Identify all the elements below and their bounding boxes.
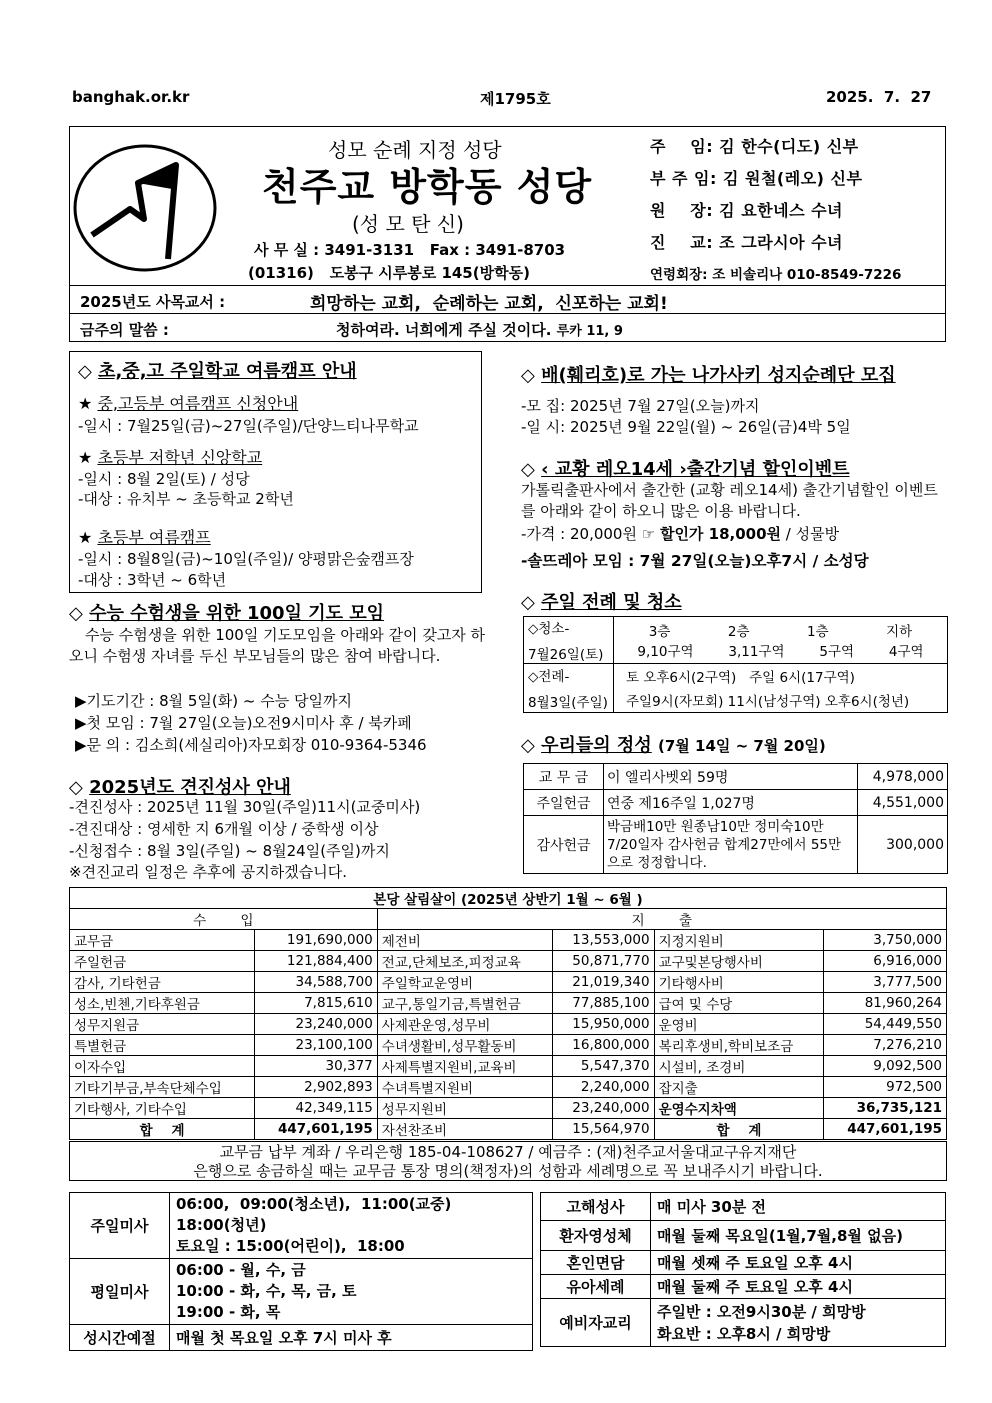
expense-amount: 9,092,500 <box>824 1056 947 1077</box>
cleaning-title: ◇ 주일 전례 및 청소 <box>521 592 682 613</box>
cleaning-cell: ◇청소- 7월26일(토) <box>524 617 614 664</box>
mass-schedule <box>69 1192 533 1351</box>
sunday-mass-label: 주일미사 <box>70 1193 170 1259</box>
expense-amount: 77,885,100 <box>552 993 654 1014</box>
book-event-body: 가톨릭출판사에서 출간한 (교황 레오14세) 출간기념할인 이벤트를 아래와 같이 하오니 많은 이용 바랍니다. <box>521 481 938 520</box>
income-item: 기타행사, 기타수입 <box>70 1098 255 1119</box>
camp-sub1: ★ 중,고등부 여름캠프 신청안내 <box>78 394 299 413</box>
pilgrimage-line: -일 시: 2025년 9월 22일(월) ~ 26일(금)4박 5일 <box>521 418 851 436</box>
expense-item: 급여 및 수당 <box>654 993 824 1014</box>
summer-camp-title: ◇ 초,중,고 주일학교 여름캠프 안내 <box>78 361 357 382</box>
income-item: 특별헌금 <box>70 1035 255 1056</box>
prayer-title: ◇ 수능 수험생을 위한 100일 기도 모임 <box>69 603 385 624</box>
confirmation-line: -신청접수 : 8월 3일(주일) ~ 8월24일(주일)까지 <box>69 842 390 860</box>
income-item: 교무금 <box>70 930 255 951</box>
confirmation-line: -견진대상 : 영세한 지 6개월 이상 / 중학생 이상 <box>69 820 379 838</box>
office-phone: 사 무 실 : 3491-3131 Fax : 3491-8703 <box>254 241 566 259</box>
clergy-sister: 진 교: 조 그라시아 수녀 <box>650 233 844 252</box>
expense-header: 지 출 <box>377 909 946 930</box>
income-item: 감사, 기타헌금 <box>70 972 255 993</box>
finance-row <box>70 972 947 993</box>
confirmation-note: ※견진교리 일정은 추후에 공지하겠습니다. <box>69 863 347 881</box>
finance-row <box>70 993 947 1014</box>
income-item: 이자수입 <box>70 1056 255 1077</box>
income-amount: 23,100,100 <box>255 1035 378 1056</box>
confession-text: 매 미사 30분 전 <box>651 1193 946 1221</box>
prayer-body: 수능 수험생을 위한 100일 기도모임을 아래와 같이 갖고자 하오니 수험생 자녀를 두신 부모님들의 많은 참여 바랍니다. <box>69 626 486 665</box>
baptism-text: 매월 둘째 주 토요일 오후 4시 <box>651 1275 946 1299</box>
income-item: 주일헌금 <box>70 951 255 972</box>
finance-row <box>70 1056 947 1077</box>
sunday-mass-times: 06:00, 09:00(청소년), 11:00(교중) 18:00(청년) 토요일 : 15:00(어린이), 18:00 <box>170 1193 533 1259</box>
marriage-text: 매월 셋째 주 토요일 오후 4시 <box>651 1251 946 1275</box>
income-item: 성무지원금 <box>70 1014 255 1035</box>
offering-label: 감사헌금 <box>524 816 604 874</box>
expense-amount: 13,553,000 <box>552 930 654 951</box>
clergy-assistant: 부 주 임: 김 원철(레오) 신부 <box>650 169 863 188</box>
income-amount: 42,349,115 <box>255 1098 378 1119</box>
expense-amount: 5,547,370 <box>552 1056 654 1077</box>
expense-item: 교구및본당행사비 <box>654 951 824 972</box>
expense-amount: 54,449,550 <box>824 1014 947 1035</box>
marriage-label: 혼인면담 <box>541 1251 651 1275</box>
expense-item: 성무지원비 <box>377 1098 552 1119</box>
camp-sub3: ★ 초등부 여름캠프 <box>78 528 211 547</box>
clergy-memorial-head: 연령회장: 조 비솔리나 010-8549-7226 <box>650 267 902 283</box>
offering-desc: 연중 제16주일 1,027명 <box>604 790 858 816</box>
site-url: banghak.or.kr <box>72 88 190 106</box>
expense-amount: 7,276,210 <box>824 1035 947 1056</box>
offering-desc: 박금배10만 원종남10만 정미숙10만 7/20일자 감사헌금 합계27만에서 55만으로 정정합니다. <box>604 816 858 874</box>
expense-amount: 15,950,000 <box>552 1014 654 1035</box>
confession-label: 고해성사 <box>541 1193 651 1221</box>
income-total: 447,601,195 <box>255 1119 378 1140</box>
pilgrimage-line: -모 집: 2025년 7월 27일(오늘)까지 <box>521 397 760 415</box>
legio-meeting: -솔뜨레아 모임 : 7월 27일(오늘)오후7시 / 소성당 <box>521 552 869 570</box>
cleaning-table <box>523 616 948 713</box>
income-amount: 2,902,893 <box>255 1077 378 1098</box>
prayer-line: ▶문 의 : 김소희(세실리아)자모회장 010-9364-5346 <box>75 736 427 754</box>
issue-number: 제1795호 <box>480 90 551 108</box>
expense-item: 전교,단체보조,피정교육 <box>377 951 552 972</box>
parish-name: 천주교 방학동 성당 <box>262 165 593 209</box>
finance-row <box>70 1035 947 1056</box>
vision-text: 희망하는 교회, 순례하는 교회, 신포하는 교회! <box>310 294 668 314</box>
expense-amount: 23,240,000 <box>552 1098 654 1119</box>
word-text: 청하여라. 너희에게 주실 것이다. 루카 11, 9 <box>336 321 623 339</box>
offerings-table <box>523 763 948 874</box>
clergy-pastor: 주 임: 김 한수(디도) 신부 <box>650 137 859 156</box>
book-event-title: ◇ ‹ 교황 레오14세 ›출간기념 할인이벤트 <box>521 459 850 480</box>
income-header: 수 입 <box>70 909 378 930</box>
confirmation-line: -견진성사 : 2025년 11월 30일(주일)11시(교중미사) <box>69 798 421 816</box>
vision-bar <box>69 286 946 342</box>
expense-amount: 972,500 <box>824 1077 947 1098</box>
camp-sub2: ★ 초등부 저학년 신앙학교 <box>78 448 263 467</box>
finance-table <box>69 887 947 1140</box>
expense-item: 시설비, 조경비 <box>654 1056 824 1077</box>
clergy-superior: 원 장: 김 요한네스 수녀 <box>650 201 844 220</box>
book-event-price: -가격 : 20,000원 ☞ 할인가 18,000원 / 성물방 <box>521 525 840 543</box>
parish-logo-icon <box>72 143 218 273</box>
confirmation-title: ◇ 2025년도 견진성사 안내 <box>69 777 291 798</box>
income-amount: 23,240,000 <box>255 1014 378 1035</box>
prayer-line: ▶기도기간 : 8월 5일(화) ~ 수능 당일까지 <box>75 692 352 710</box>
catechism-text: 주일반 : 오전9시30분 / 희망방 화요반 : 오후8시 / 희망방 <box>651 1299 946 1347</box>
income-total-label: 합 계 <box>70 1119 255 1140</box>
parish-address: (01316) 도봉구 시루봉로 145(방학동) <box>248 264 530 282</box>
liturgy-schedule: 토 오후6시(2구역) 주일 6시(17구역) 주일9시(자모회) 11시(남성구역) 오후6시(청년) <box>614 664 948 713</box>
sacrament-schedule <box>540 1192 946 1347</box>
expense-amount: 15,564,970 <box>552 1119 654 1140</box>
income-amount: 7,815,610 <box>255 993 378 1014</box>
expense-item: 제전비 <box>377 930 552 951</box>
expense-item: 사제특별지원비,교육비 <box>377 1056 552 1077</box>
income-amount: 30,377 <box>255 1056 378 1077</box>
issue-date: 2025. 7. 27 <box>826 88 932 106</box>
cleaning-zones: 3층 2층 1층 지하 9,10구역 3,11구역 5구역 4구역 <box>614 617 948 664</box>
camp-sub2-line: -대상 : 유치부 ~ 초등학교 2학년 <box>78 490 294 508</box>
camp-sub3-line: -일시 : 8월8일(금)~10일(주일)/ 양평맑은숲캠프장 <box>78 550 414 568</box>
adoration-text: 매월 첫 목요일 오후 7시 미사 후 <box>170 1325 533 1351</box>
communion-sick-text: 매월 둘째 목요일(1월,7월,8월 없음) <box>651 1221 946 1251</box>
catechism-label: 예비자교리 <box>541 1299 651 1347</box>
expense-amount: 50,871,770 <box>552 951 654 972</box>
expense-amount: 3,777,500 <box>824 972 947 993</box>
offering-amount: 300,000 <box>858 816 948 874</box>
finance-title: 본당 살림살이 (2025년 상반기 1월 ~ 6월 ) <box>70 888 947 909</box>
finance-row <box>70 1014 947 1035</box>
vision-label: 2025년도 사목교서 : <box>80 293 226 311</box>
expense-amount: 6,916,000 <box>824 951 947 972</box>
pilgrimage-title: ◇ 배(훼리호)로 가는 나가사키 성지순례단 모집 <box>521 365 896 386</box>
finance-row <box>70 951 947 972</box>
expense-item: 수녀생활비,성무활동비 <box>377 1035 552 1056</box>
weekday-mass-label: 평일미사 <box>70 1259 170 1325</box>
income-item: 기타기부금,부속단체수입 <box>70 1077 255 1098</box>
expense-item: 복리후생비,학비보조금 <box>654 1035 824 1056</box>
offering-label: 주일헌금 <box>524 790 604 816</box>
expense-amount: 81,960,264 <box>824 993 947 1014</box>
account-notice <box>69 1141 947 1181</box>
expense-item: 기타행사비 <box>654 972 824 993</box>
expense-amount: 2,240,000 <box>552 1077 654 1098</box>
expense-amount: 3,750,000 <box>824 930 947 951</box>
expense-item: 지정지원비 <box>654 930 824 951</box>
expense-total-label: 합 계 <box>654 1119 824 1140</box>
account-line: 교무금 납부 계좌 / 우리은행 185-04-108627 / 예금주 : (재)천주교서울대교구유지재단 <box>219 1143 797 1161</box>
offering-label: 교 무 금 <box>524 764 604 790</box>
prayer-line: ▶첫 모임 : 7월 27일(오늘)오전9시미사 후 / 북카페 <box>75 714 412 732</box>
income-amount: 121,884,400 <box>255 951 378 972</box>
camp-sub2-line: -일시 : 8월 2일(토) / 성당 <box>78 470 250 488</box>
communion-sick-label: 환자영성체 <box>541 1221 651 1251</box>
expense-item: 수녀특별지원비 <box>377 1077 552 1098</box>
income-item: 성소,빈첸,기타후원금 <box>70 993 255 1014</box>
finance-row <box>70 930 947 951</box>
word-label: 금주의 말씀 : <box>80 321 169 339</box>
camp-sub3-line: -대상 : 3학년 ~ 6학년 <box>78 571 227 589</box>
parish-patron: (성 모 탄 신) <box>352 212 464 236</box>
weekday-mass-times: 06:00 - 월, 수, 금 10:00 - 화, 수, 목, 금, 토 19:00 - 화, 목 <box>170 1259 533 1325</box>
income-amount: 34,588,700 <box>255 972 378 993</box>
account-line: 은행으로 송금하실 때는 교무금 통장 명의(책정자)의 성함과 세례명으로 꼭 보내주시기 바랍니다. <box>193 1162 823 1180</box>
finance-row <box>70 1077 947 1098</box>
expense-amount: 36,735,121 <box>824 1098 947 1119</box>
finance-row <box>70 1098 947 1119</box>
expense-amount: 21,019,340 <box>552 972 654 993</box>
expense-item: 잡지출 <box>654 1077 824 1098</box>
expense-item: 자선찬조비 <box>377 1119 552 1140</box>
expense-item: 사제관운영,성무비 <box>377 1014 552 1035</box>
expense-amount: 16,800,000 <box>552 1035 654 1056</box>
expense-item: 교구,통일기금,특별헌금 <box>377 993 552 1014</box>
baptism-label: 유아세례 <box>541 1275 651 1299</box>
expense-item: 운영수지차액 <box>654 1098 824 1119</box>
camp-sub1-line: -일시 : 7월25일(금)~27일(주일)/단양느티나무학교 <box>78 417 419 435</box>
offering-desc: 이 엘리사벳외 59명 <box>604 764 858 790</box>
offering-amount: 4,978,000 <box>858 764 948 790</box>
liturgy-cell: ◇전례- 8월3일(주일) <box>524 664 614 713</box>
expense-item: 운영비 <box>654 1014 824 1035</box>
expense-total: 447,601,195 <box>824 1119 947 1140</box>
expense-item: 주일학교운영비 <box>377 972 552 993</box>
income-amount: 191,690,000 <box>255 930 378 951</box>
offerings-title: ◇ 우리들의 정성 (7월 14일 ~ 7월 20일) <box>521 735 826 756</box>
offering-amount: 4,551,000 <box>858 790 948 816</box>
adoration-label: 성시간예절 <box>70 1325 170 1351</box>
parish-designation: 성모 순례 지정 성당 <box>328 138 502 162</box>
